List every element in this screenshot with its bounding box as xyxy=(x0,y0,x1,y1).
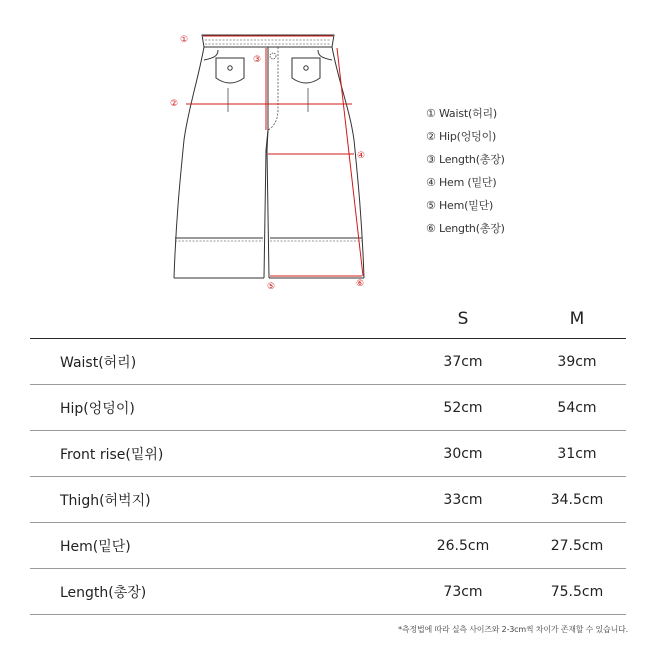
measurement-footnote: *측정법에 따라 실측 사이즈와 2-3cm씩 차이가 존재할 수 있습니다. xyxy=(398,625,628,634)
table-row xyxy=(30,385,626,431)
table-row xyxy=(30,339,626,385)
row-value-m: 31cm xyxy=(557,445,597,462)
size-table xyxy=(30,300,626,615)
row-label: Thigh(허벅지) xyxy=(60,492,151,509)
row-value-s: 26.5cm xyxy=(436,537,490,554)
legend-item: ⑤ Hem(밑단) xyxy=(426,199,494,212)
marker-1: ① xyxy=(180,35,189,45)
marker-3: ③ xyxy=(253,55,262,65)
shorts-technical-drawing xyxy=(0,0,654,300)
marker-4: ④ xyxy=(357,151,366,161)
measurement-legend xyxy=(426,106,505,244)
row-value-m: 27.5cm xyxy=(550,537,604,554)
row-value-s: 37cm xyxy=(443,353,483,370)
legend-item: ⑥ Length(총장) xyxy=(426,222,505,235)
row-value-s: 30cm xyxy=(443,445,483,462)
legend-item: ① Waist(허리) xyxy=(426,107,498,120)
table-row xyxy=(30,477,626,523)
marker-6: ⑥ xyxy=(356,279,365,289)
marker-5: ⑤ xyxy=(267,282,276,292)
legend-item: ④ Hem (밑단) xyxy=(426,176,497,189)
left-leg-outline xyxy=(174,47,204,278)
table-row xyxy=(30,431,626,477)
header-size-s: S xyxy=(457,309,469,329)
table-row xyxy=(30,523,626,569)
waistband xyxy=(202,35,334,47)
length-measure-line xyxy=(337,48,366,276)
row-value-m: 39cm xyxy=(557,353,597,370)
row-label: Hem(밑단) xyxy=(60,538,131,555)
row-label: Waist(허리) xyxy=(60,354,137,371)
row-value-s: 73cm xyxy=(443,583,483,600)
legend-item: ③ Length(총장) xyxy=(426,153,505,166)
header-label-spacer xyxy=(30,300,398,338)
legend-item: ② Hip(엉덩이) xyxy=(426,130,497,143)
row-value-m: 54cm xyxy=(557,399,597,416)
marker-2: ② xyxy=(170,99,179,109)
row-value-m: 34.5cm xyxy=(550,491,604,508)
row-value-s: 52cm xyxy=(443,399,483,416)
header-size-m: M xyxy=(569,309,585,329)
row-label: Hip(엉덩이) xyxy=(60,400,135,417)
row-value-s: 33cm xyxy=(443,491,483,508)
row-label: Length(총장) xyxy=(60,584,147,601)
table-row xyxy=(30,569,626,615)
row-value-m: 75.5cm xyxy=(550,583,604,600)
row-label: Front rise(밑위) xyxy=(60,446,164,463)
size-table-header xyxy=(30,300,626,339)
